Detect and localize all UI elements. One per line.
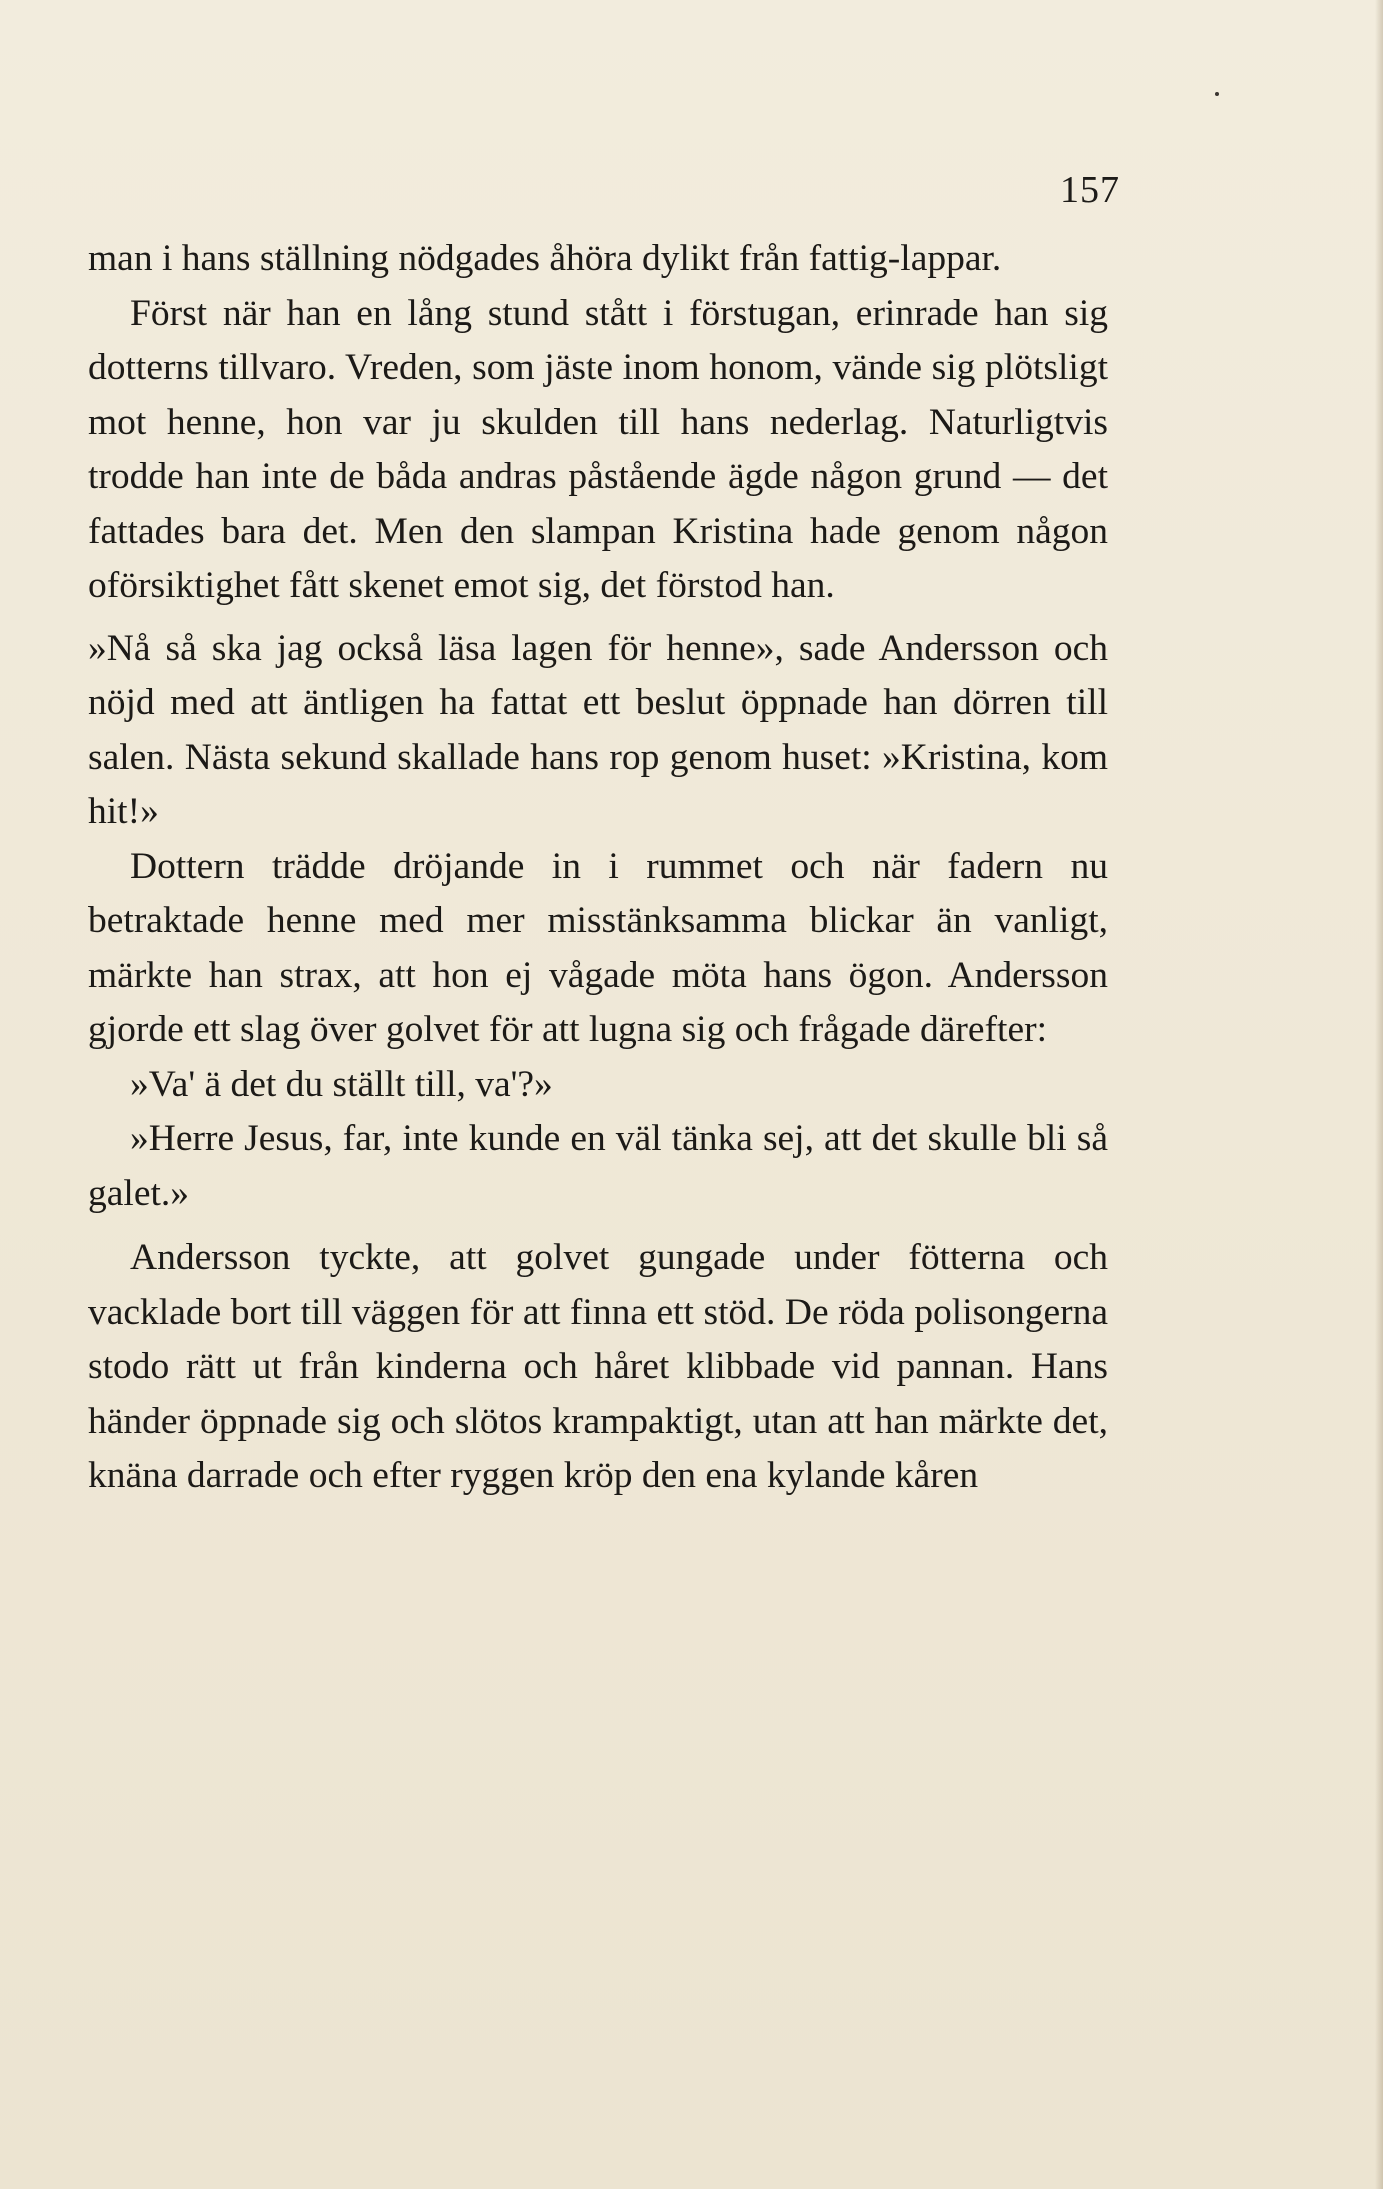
page-number: 157 — [1060, 169, 1120, 211]
ink-speck — [1215, 92, 1219, 96]
paragraph-5: »Va' ä det du ställt till, va'?» — [130, 1063, 553, 1105]
paragraph-2: Först när han en lång stund stått i förstugan, erinrade han sig dotterns tillvaro. Vreden, som jäste inom honom, vände sig plötsligt mot henne, hon var ju skulden till hans nederlag. Naturligtvis trodde han inte de båda andras påstående ägde någon grund — det fattades bara det. Men den slampan Kristina hade genom någon oförsiktighet fått skenet emot sig, det förstod han. — [88, 292, 1108, 606]
paragraph-3: »Nå så ska jag också läsa lagen för henne», sade Andersson och nöjd med att äntligen ha fattat ett beslut öppnade han dörren till salen. Nästa sekund skallade hans rop genom huset: »Kristina, kom hit!» — [88, 627, 1108, 832]
paragraph-1: man i hans ställning nödgades åhöra dylikt från fattig-lappar. — [88, 238, 1002, 279]
paragraph-7: Andersson tyckte, att golvet gungade under fötterna och vacklade bort till väggen för att finna ett stöd. De röda polisongerna stodo rätt ut från kinderna och håret klibbade vid pannan. Hans händer öppnade sig och slötos krampaktigt, utan att han märkte det, knäna darrade och efter ryggen kröp den ena kylande kåren — [88, 1237, 1108, 1496]
paragraph-gap — [88, 1221, 1108, 1231]
paragraph-6: »Herre Jesus, far, inte kunde en väl tänka sej, att det skulle bli så galet.» — [88, 1118, 1108, 1214]
paragraph-gap — [88, 614, 1108, 622]
paragraph-4: Dottern trädde dröjande in i rummet och när fadern nu betraktade henne med mer misstänksamma blickar än vanligt, märkte han strax, att hon ej vågade möta hans ögon. Andersson gjorde ett slag över golvet för att lugna sig och frågade därefter: — [88, 845, 1108, 1050]
page-edge-shadow — [1375, 0, 1383, 2189]
body-text — [88, 232, 1108, 1504]
